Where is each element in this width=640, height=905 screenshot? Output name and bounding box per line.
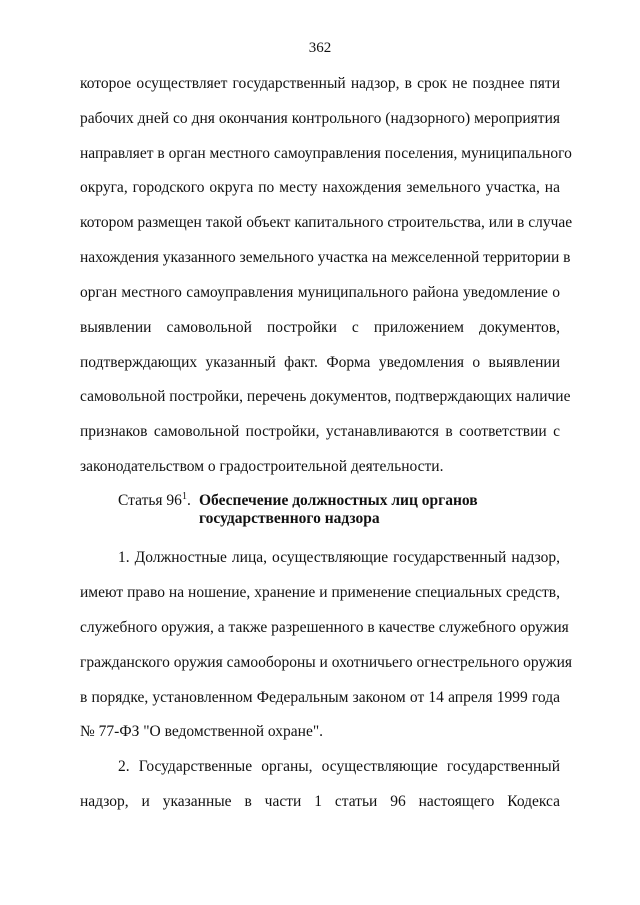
text-line: служебного оружия, а также разрешенного в качестве служебного оружия <box>80 619 569 636</box>
text-line: признаков самовольной постройки, устанавливаются в соответствии с <box>80 423 560 440</box>
text-line: подтверждающих указанный факт. Форма уведомления о выявлении <box>80 354 560 371</box>
text-line: которое осуществляет государственный надзор, в срок не позднее пяти <box>80 75 560 92</box>
text-line: в порядке, установленном Федеральным законом от 14 апреля 1999 года <box>80 689 560 706</box>
text-line: выявлении самовольной постройки с приложением документов, <box>80 319 560 336</box>
text-line: направляет в орган местного самоуправления поселения, муниципального <box>80 145 572 162</box>
text-line: котором размещен такой объект капитального строительства, или в случае <box>80 214 573 231</box>
text-line: 1. Должностные лица, осуществляющие государственный надзор, <box>118 549 560 566</box>
text-line: орган местного самоуправления муниципального района уведомление о <box>80 284 560 301</box>
text-line: 2. Государственные органы, осуществляющие государственный <box>118 758 560 775</box>
article-superscript: 1 <box>181 491 187 502</box>
text-line: № 77-ФЗ "О ведомственной охране". <box>80 723 324 740</box>
text-line: имеют право на ношение, хранение и применение специальных средств, <box>80 584 560 601</box>
article-title-line: Обеспечение должностных лиц органов <box>199 492 478 509</box>
text-line: надзор, и указанные в части 1 статьи 96 настоящего Кодекса <box>80 793 560 810</box>
text-line: самовольной постройки, перечень документов, подтверждающих наличие <box>80 388 571 405</box>
article-number: Статья $96^1$. <box>118 491 191 509</box>
text-line: законодательством о градостроительной деятельности. <box>80 458 444 475</box>
text-line: рабочих дней со дня окончания контрольного (надзорного) мероприятия <box>80 110 560 127</box>
article-title <box>199 492 499 528</box>
text-line: округа, городского округа по месту нахождения земельного участка, на <box>80 179 560 196</box>
text-line: гражданского оружия самообороны и охотничьего огнестрельного оружия <box>80 654 573 671</box>
page-number: 362 <box>308 40 332 56</box>
text-line: нахождения указанного земельного участка на межселенной территории в <box>80 249 571 266</box>
article-title-line: государственного надзора <box>199 510 380 527</box>
